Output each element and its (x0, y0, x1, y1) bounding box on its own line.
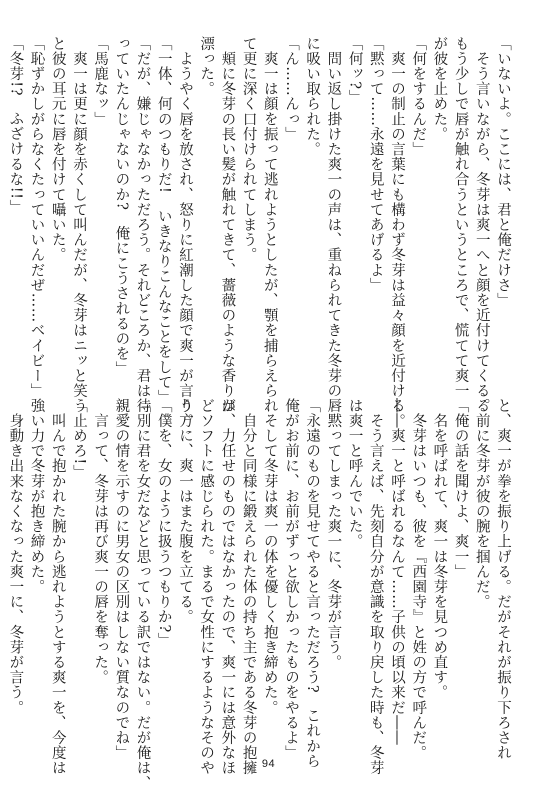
text-line: が彼を止めた。 (431, 36, 448, 142)
text-line: 「一体、何のつもりだ! いきなりこんなことをして」 (155, 36, 172, 405)
text-line: 爽一は顔を振って逃れようとしたが、顎を捕らえられ (261, 36, 278, 414)
text-line: は、力任せのものではなかったので、爽一には意外なほ (219, 398, 236, 776)
text-line: 「恥ずかしがらなくたっていいんだぜ……ベイビー」 (28, 36, 45, 399)
text-line: そう言いながら、冬芽は爽一へと顔を近付けてくる。 (473, 36, 490, 414)
upper-text-block (7, 36, 513, 429)
text-line: 言って、冬芽は再び爽一の唇を奪った。 (92, 398, 109, 685)
text-line: 冬芽はいつも、彼を『西園寺』と姓の方で呼んだ。 (410, 398, 427, 761)
text-line: 漂った。 (198, 36, 215, 97)
text-line: どソフトに感じられた。まるで女性にするようなそのや (198, 398, 215, 776)
text-line: 「何をするんだ」 (410, 36, 427, 157)
text-line: 強い力で冬芽が抱き締めた。 (28, 398, 45, 595)
text-line: 名を呼ばれて、爽一は冬芽を見つめ直す。 (431, 398, 448, 700)
text-line: 「だが、嫌じゃなかっただろう。それどころか、君は待 (134, 36, 151, 414)
text-line: は爽一と呼んでいた。 (346, 398, 363, 549)
text-line: そして冬芽は爽一の体を優しく抱き締めた。 (261, 398, 278, 716)
text-line: 「別に君を女だなどと思っている訳ではない。だが俺は、 (134, 398, 151, 791)
text-line: 身動き出来なくなった爽一に、冬芽が言う。 (7, 398, 24, 716)
text-line: 「冬芽!? ふざけるな!!」 (7, 36, 24, 215)
text-line: と、爽一が拳を振り上げる。だがそれが振り下ろされ (495, 398, 511, 761)
text-line: 「永遠のものを見せてやると言っただろう? これから (304, 398, 321, 769)
text-line: 「止めろ!」 (70, 398, 87, 480)
text-line: 自分と同様に鍛えられた体の持ち主である冬芽の抱擁 (240, 398, 257, 776)
text-line: っていたんじゃないのか? 俺にこうされるのを」 (113, 36, 130, 377)
text-line: もう少しで唇が触れ合うというところで、慌てて爽一 (452, 36, 469, 399)
text-line: 親愛の情を示すのに男女の区別はしない質なのでね」 (113, 398, 130, 761)
text-line: 「僕を、女のように扱うつもりか?」 (155, 398, 172, 648)
text-line: 叫んで抱かれた腕から逃れようとする爽一を、今度は (49, 398, 66, 776)
text-line: 爽一の制止の言葉にも構わず冬芽は益々顔を近付ける。 (388, 36, 405, 429)
text-line: 「何ッ?」 (346, 36, 363, 105)
text-line: 「ん……んっ」 (282, 36, 299, 142)
text-line: 黙ってしまった爽一に、冬芽が言う。 (325, 398, 342, 670)
text-line: 問い返し掛けた爽一の声は、重ねられてきた冬芽の唇 (325, 36, 342, 414)
text-line: 「俺の話を聞けよ、爽一」 (452, 398, 469, 580)
text-line: 俺がお前に、お前がずっと欲しかったものをやるよ」 (282, 398, 299, 761)
text-line: 「いないよ。ここには、君と俺だけさ」 (495, 36, 511, 308)
text-line: て更に深く口付けられてしまう。 (240, 36, 257, 263)
text-line: に吸い取られた。 (304, 36, 321, 157)
text-line: 爽一は更に顔を赤くして叫んだが、冬芽はニッと笑う (70, 36, 87, 414)
text-line: と彼の耳元に唇を付けて囁いた。 (49, 36, 66, 263)
text-line: る前に冬芽が彼の腕を掴んだ。 (473, 398, 490, 610)
text-line: ――爽一と呼ばれるなんて……子供の頃以来だ―― (388, 398, 405, 746)
text-line: そう言えば、先刻自分が意識を取り戻した時も、冬芽 (367, 398, 384, 776)
text-line: 「馬鹿なッ」 (92, 36, 109, 127)
text-line: 「黙って……永遠を見せてあげるよ」 (367, 36, 384, 293)
text-line: ようやく唇を放され、怒りに紅潮した顔で爽一が言う。 (176, 36, 193, 429)
page-number: 94 (261, 758, 276, 770)
text-line: 頬に冬芽の長い髪が触れてきて、薔薇のような香りが (219, 36, 236, 414)
text-line: り方に、爽一はまた腹を立てる。 (176, 398, 193, 625)
